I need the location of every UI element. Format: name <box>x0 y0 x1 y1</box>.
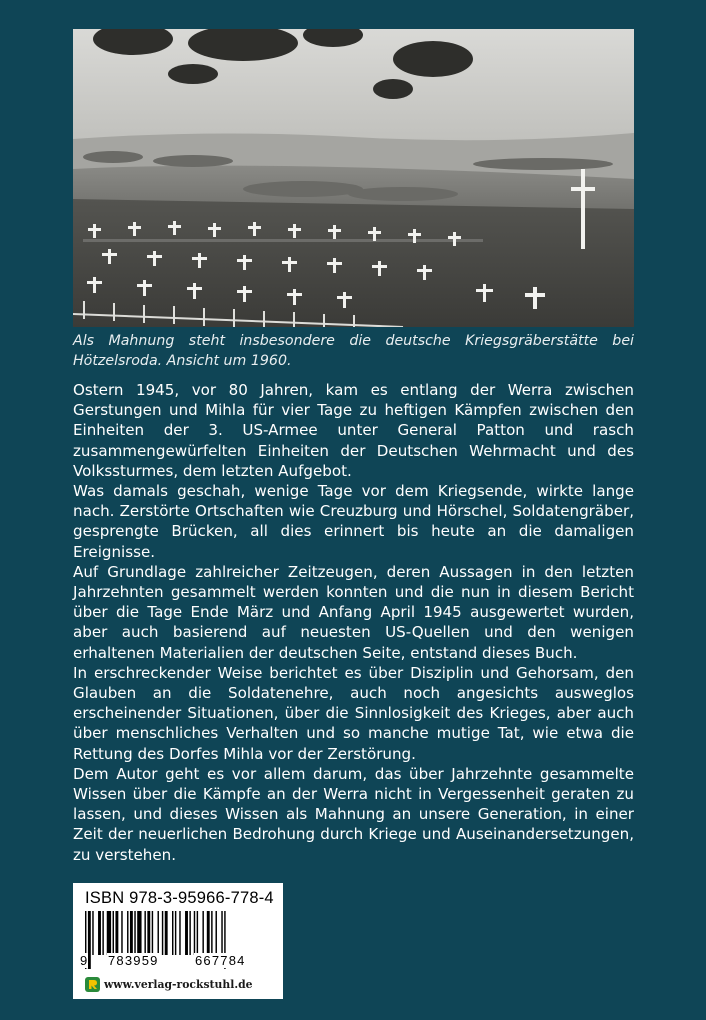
publisher-logo-icon <box>85 977 100 992</box>
publisher-url[interactable]: www.verlag-rockstuhl.de <box>104 977 253 991</box>
paragraph: In erschreckender Weise berichtet es über Disziplin und Gehorsam, den Glauben an die Soldatenehre, auch noch angesichts ausweglos erscheinender Situationen, über die Sinnlosigkeit des Krieges, aber auch über menschliches Verhalten und so manche mutige Tat, wie etwa die Rettung des Dorfes Mihla vor der Zerstörung. <box>73 663 634 763</box>
paragraph: Dem Autor geht es vor allem darum, das über Jahrzehnte gesammelte Wissen über die Kämpfe an der Werra nicht in Vergessenheit geraten zu lassen, und dieses Wissen als Mahnung an unsere Generation, in einer Zeit der neuerlichen Bedrohung durch Kriege und Auseinandersetzungen, zu verstehen. <box>73 764 634 864</box>
photo-caption: Als Mahnung steht insbesondere die deutsche Kriegsgräberstätte bei Hötzelsroda. Ansicht um 1960. <box>73 333 634 369</box>
barcode-box <box>73 883 283 999</box>
barcode-digits-right: 667784 <box>195 953 246 968</box>
cover-photo <box>73 29 634 327</box>
barcode-digits-left: 783959 <box>108 953 159 968</box>
isbn-label: ISBN 978-3-95966-778-4 <box>85 889 274 907</box>
publisher-row <box>85 976 253 992</box>
back-cover-text <box>73 380 634 865</box>
paragraph: Was damals geschah, wenige Tage vor dem Kriegsende, wirkte lange nach. Zerstörte Ortschaften wie Creuzburg und Hörschel, Soldatengräber, gesprengte Brücken, all dies erinnert bis heute an die damaligen Ereignisse. <box>73 482 634 561</box>
cemetery-photo <box>73 29 634 327</box>
paragraph: Ostern 1945, vor 80 Jahren, kam es entlang der Werra zwischen Gerstungen und Mihla für vier Tage zu heftigen Kämpfen zwischen den Einheiten der 3. US-Armee unter General Patton und rasch zusammengewürfelten Einheiten der Deutschen Wehrmacht und des Volkssturmes, dem letzten Aufgebot. <box>73 381 634 480</box>
barcode-digit-first: 9 <box>80 953 88 968</box>
paragraph: Auf Grundlage zahlreicher Zeitzeugen, deren Aussagen in den letzten Jahrzehnten gesammelt werden konnten und die nun in diesem Bericht über die Tage Ende März und Anfang April 1945 ausgewertet wurden, aber auch basierend auf neuesten US-Quellen und den wenigen erhaltenen Materialien der deutschen Seite, entstand dieses Buch. <box>73 562 634 662</box>
